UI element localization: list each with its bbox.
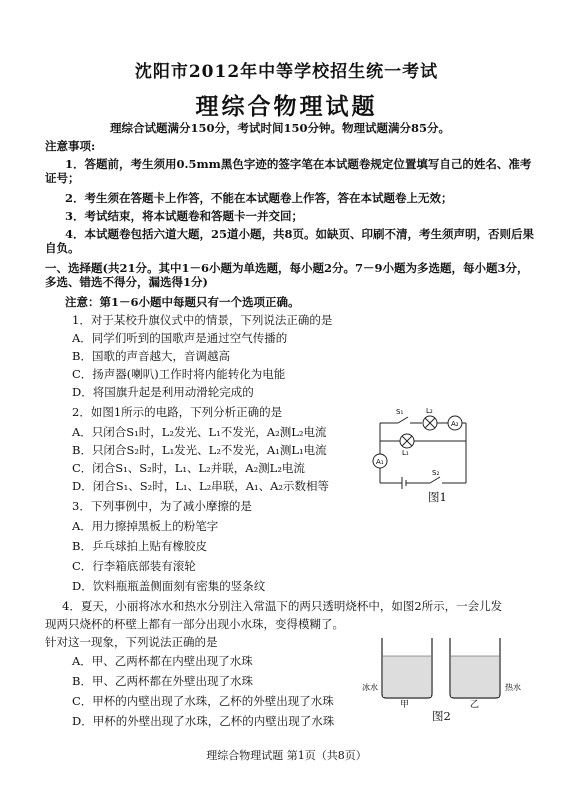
fig1-label-s2: S₂ [432, 469, 440, 477]
q4-option-a: A．甲、乙两杯都在内壁出现了水珠 [72, 654, 253, 668]
q4-option-d: D．甲杯的外壁出现了水珠，乙杯的内壁出现了水珠 [72, 714, 335, 728]
notice-1: 1．答题前，考生须用0.5mm黑色字迹的签字笔在本试题卷规定位置填写自己的姓名、准考证号； [45, 157, 532, 185]
q4-option-c: C．甲杯的内壁出现了水珠，乙杯的外壁出现了水珠 [72, 694, 334, 708]
q3-stem: 3．下列事例中，为了减小摩擦的是 [72, 499, 252, 513]
q1-option-d: D．将国旗升起是利用动滑轮完成的 [72, 385, 254, 399]
section1-note: 注意：第1－6小题中每题只有一个选项正确。 [65, 295, 300, 309]
q1-option-b: B．国歌的声音越大，音调越高 [72, 349, 230, 363]
q2-option-b: B．只闭合S₂时，L₁发光、L₂不发光，A₁测L₁电流 [72, 443, 327, 457]
q2-stem: 2．如图1所示的电路，下列分析正确的是 [72, 405, 283, 419]
fig2-label-ice-water: 冰水 [362, 683, 378, 692]
q2-option-d: D．闭合S₁、S₂时，L₁、L₂串联，A₁、A₂示数相等 [72, 479, 330, 493]
figure-2-caption: 图2 [432, 709, 451, 723]
q3-option-a: A．用力擦掉黑板上的粉笔字 [72, 519, 219, 533]
fig1-label-l1: L₁ [402, 449, 409, 457]
figure-1-circuit [370, 403, 470, 501]
exam-title: 沈阳市2012年中等学校招生统一考试 [134, 62, 439, 82]
notice-4: 4．本试题卷包括六道大题，25道小题，共8页。如缺页、印刷不清，考生须声明，否则后果自负。 [45, 227, 535, 255]
q4-stem-line3: 针对这一现象，下列说法正确的是 [45, 635, 218, 649]
q3-option-c: C．行李箱底部装有滚轮 [72, 559, 196, 573]
q2-option-c: C．闭合S₁、S₂时，L₁、L₂并联，A₂测L₂电流 [72, 461, 305, 475]
paper-title: 理综合物理试题 [195, 93, 378, 120]
figure-1-caption: 图1 [428, 490, 447, 504]
q4-stem-line1: 4．夏天，小丽将冰水和热水分别注入常温下的两只透明烧杯中，如图2所示，一会儿发 [62, 599, 503, 613]
q4-option-b: B．甲、乙两杯都在外壁出现了水珠 [72, 674, 253, 688]
figure-2-beakers [360, 632, 530, 708]
q2-option-a: A．只闭合S₁时，L₂发光、L₁不发光，A₂测L₂电流 [72, 425, 327, 439]
q3-option-d: D．饮料瓶瓶盖侧面刻有密集的竖条纹 [72, 579, 266, 593]
q1-option-c: C．扬声器(喇叭)工作时将内能转化为电能 [72, 367, 286, 381]
q1-stem: 1．对于某校升旗仪式中的情景，下列说法正确的是 [72, 313, 333, 327]
fig1-label-l2: L₂ [426, 407, 433, 415]
notice-3: 3．考试结束，将本试题卷和答题卡一并交回； [65, 209, 303, 223]
notice-header: 注意事项: [45, 139, 96, 153]
fig1-label-a2: A₂ [451, 420, 459, 428]
section1-heading: 一、选择题(共21分。其中1－6小题为单选题，每小题2分。7－9小题为多选题，每小题3分，多选、错选不得分，漏选得1分) [45, 261, 529, 289]
q3-option-b: B．乒乓球拍上贴有橡胶皮 [72, 539, 207, 553]
fig2-label-cup-b: 乙 [470, 700, 480, 708]
q1-option-a: A．同学们听到的国歌声是通过空气传播的 [72, 331, 288, 345]
fig2-label-cup-a: 甲 [400, 700, 410, 708]
fig2-label-hot-water: 热水 [505, 683, 521, 692]
notice-2: 2．考生须在答题卡上作答，不能在本试题卷上作答，答在本试题卷上无效； [65, 191, 453, 205]
page-footer: 理综合物理试题 第1页（共8页） [206, 749, 367, 762]
fig1-label-s1: S₁ [396, 408, 404, 416]
score-note: 理综合试题满分150分，考试时间150分钟。物理试题满分85分。 [110, 121, 451, 135]
fig1-label-a1: A₁ [376, 458, 384, 466]
q4-stem-line2: 现两只烧杯的杯壁上都有一部分出现小水珠，变得模糊了。 [45, 617, 344, 631]
